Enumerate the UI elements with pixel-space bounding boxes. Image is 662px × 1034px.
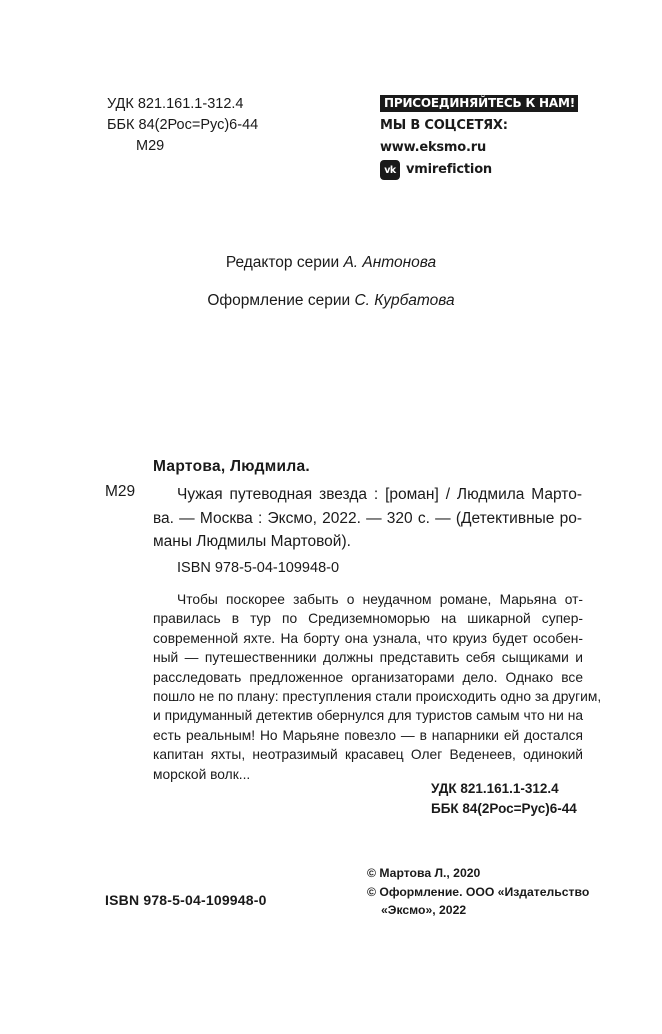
series-editor xyxy=(0,254,662,272)
author-heading: Мартова, Людмила. xyxy=(153,458,311,475)
bottom-classification xyxy=(431,779,577,818)
annotation-line: Чтобы поскорее забыть о неудачном романе, Марьяна от- xyxy=(177,592,583,607)
annotation-line: есть реальным! Но Марьяне повезло — в напарники ей достался xyxy=(153,727,583,743)
design-name: С. Курбатова xyxy=(354,292,455,309)
bbk-code-bottom: ББК 84(2Рос=Рус)6-44 xyxy=(431,800,577,816)
description-line: маны Людмилы Мартовой). xyxy=(153,533,351,550)
annotation-line: расследовать предложенное организаторами дело. Однако все xyxy=(153,669,583,685)
annotation-line: и придуманный детектив обернулся для туристов самым что ни на xyxy=(153,708,583,724)
description-line: ва. — Москва : Эксмо, 2022. — 320 с. — (Детективные ро- xyxy=(153,509,582,527)
udk-code: УДК 821.161.1-312.4 xyxy=(107,96,244,112)
author-sign: М29 xyxy=(136,138,165,154)
isbn-bottom: ISBN 978-5-04-109948-0 xyxy=(105,892,267,908)
copyright-publisher: «Эксмо», 2022 xyxy=(381,903,467,917)
copyright-design: © Оформление. ООО «Издательство xyxy=(367,884,590,899)
vk-icon: vk xyxy=(380,160,400,180)
annotation-line: современной яхте. На борту она узнала, что круиз будет особен- xyxy=(153,630,583,646)
annotation xyxy=(153,590,602,784)
copyright-block xyxy=(367,864,589,920)
description-line: Чужая путеводная звезда : [роман] / Людмила Марто- xyxy=(177,486,582,503)
annotation-line: ный — путешественники должны представить себя сыщиками и xyxy=(153,650,583,666)
editor-name: А. Антонова xyxy=(343,254,437,271)
bbk-code: ББК 84(2Рос=Рус)6-44 xyxy=(107,117,259,133)
udk-code-bottom: УДК 821.161.1-312.4 xyxy=(431,781,559,796)
isbn-record: ISBN 978-5-04-109948-0 xyxy=(177,560,340,576)
annotation-line: морской волк... xyxy=(153,766,251,782)
series-design xyxy=(0,292,662,310)
social-block xyxy=(380,95,578,181)
annotation-line: капитан яхты, неотразимый красавец Олег Веденеев, одинокий xyxy=(153,747,583,763)
join-banner: ПРИСОЕДИНЯЙТЕСЬ К НАМ! xyxy=(380,95,578,112)
classification-block xyxy=(107,94,258,157)
design-role: Оформление серии xyxy=(207,292,355,309)
bibliographic-description xyxy=(153,483,582,554)
copyright-author: © Мартова Л., 2020 xyxy=(367,866,481,880)
website-link[interactable]: www.eksmo.ru xyxy=(380,140,487,155)
socials-label: МЫ В СОЦСЕТЯХ: xyxy=(380,118,508,133)
record-sign: М29 xyxy=(105,483,136,500)
editor-role: Редактор серии xyxy=(225,254,344,271)
vk-handle: vmirefiction xyxy=(406,162,492,177)
vk-link[interactable] xyxy=(380,159,578,181)
annotation-line: правилась в тур по Средиземноморью на шикарной супер- xyxy=(153,611,583,627)
annotation-line: пошло не по плану: преступления стали происходить одно за другим, xyxy=(153,688,602,704)
